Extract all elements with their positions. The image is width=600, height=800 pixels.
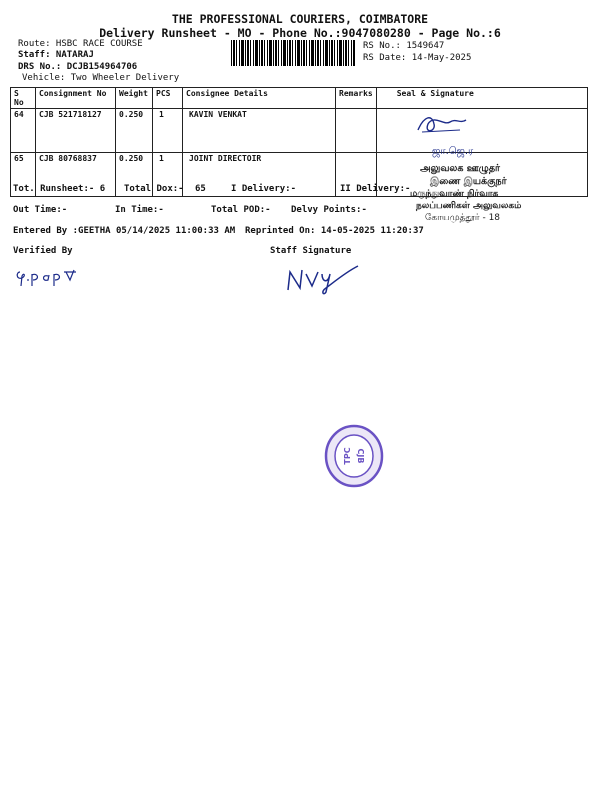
total-dox-value: 65 bbox=[195, 184, 206, 194]
cell-weight: 0.250 bbox=[116, 153, 153, 197]
route-label: Route: HSBC RACE COURSE bbox=[18, 39, 143, 49]
stamp-text-right: CJB bbox=[356, 448, 365, 464]
cell-consignment: CJB 521718127 bbox=[36, 109, 116, 153]
seal-line-3: மருந்துவாண் நிர்வாக bbox=[410, 189, 499, 199]
rs-no-label: RS No.: 1549647 bbox=[363, 41, 445, 51]
verified-by-signature bbox=[14, 262, 84, 288]
tpc-round-stamp bbox=[324, 424, 384, 488]
rs-date-label: RS Date: 14-May-2025 bbox=[363, 53, 472, 63]
tot-runsheet: Tot. Runsheet:- 6 bbox=[13, 184, 106, 194]
in-time-label: In Time:- bbox=[115, 205, 164, 215]
seal-line-2: இணை இயக்குநர் bbox=[430, 176, 507, 187]
header-pcs: PCS bbox=[153, 88, 183, 109]
handwritten-note: ஜா.ஜெ.ர bbox=[432, 146, 474, 157]
cell-pcs: 1 bbox=[153, 153, 183, 197]
reprinted-on: Reprinted On: 14-05-2025 11:20:37 bbox=[245, 226, 424, 236]
seal-line-4: நலப்பணிகள் அலுவலகம் bbox=[416, 201, 522, 211]
entered-by: Entered By :GEETHA 05/14/2025 11:00:33 AM bbox=[13, 226, 236, 236]
header-consignee: Consignee Details bbox=[183, 88, 336, 109]
cell-consignee: KAVIN VENKAT bbox=[183, 109, 336, 153]
staff-signature bbox=[284, 262, 364, 298]
header-signature: Seal & Signature bbox=[376, 88, 587, 109]
cell-remarks bbox=[336, 109, 377, 153]
barcode bbox=[231, 40, 355, 66]
table-row bbox=[11, 109, 588, 153]
drs-label: DRS No.: DCJB154964706 bbox=[18, 62, 138, 72]
header-remarks: Remarks bbox=[336, 88, 377, 109]
cell-weight: 0.250 bbox=[116, 109, 153, 153]
vehicle-label: Vehicle: Two Wheeler Delivery bbox=[22, 73, 180, 83]
header-weight: Weight bbox=[116, 88, 153, 109]
stamp-text-left: TPC bbox=[343, 447, 352, 465]
signature-row-64 bbox=[410, 108, 470, 138]
total-dox-label: Total Dox:- bbox=[124, 184, 184, 194]
runsheet-subtitle: Delivery Runsheet - MO - Phone No.:9047080280 - Page No.:6 bbox=[99, 26, 501, 40]
cell-signature bbox=[376, 109, 587, 153]
total-pod-label: Total POD:- bbox=[211, 205, 271, 215]
seal-line-5: கோயமுத்தூர் - 18 bbox=[425, 213, 501, 223]
delvy-points-label: Delvy Points:- bbox=[291, 205, 367, 215]
i-delivery-label: I Delivery:- bbox=[231, 184, 297, 194]
cell-consignment: CJB 80768837 bbox=[36, 153, 116, 197]
cell-sno: 65 bbox=[11, 153, 36, 197]
staff-label: Staff: NATARAJ bbox=[18, 50, 94, 60]
table-header-row bbox=[11, 88, 588, 109]
company-title: THE PROFESSIONAL COURIERS, COIMBATORE bbox=[171, 12, 429, 26]
ii-delivery-label: II Delivery:- bbox=[340, 184, 411, 194]
staff-signature-label: Staff Signature bbox=[270, 246, 352, 256]
out-time-label: Out Time:- bbox=[13, 205, 68, 215]
cell-pcs: 1 bbox=[153, 109, 183, 153]
header-consignment: Consignment No bbox=[36, 88, 116, 109]
header-sno: S No bbox=[11, 88, 36, 109]
seal-line-1: அலுவலக ஊழுதர் bbox=[420, 163, 500, 174]
cell-sno: 64 bbox=[11, 109, 36, 153]
verified-by-label: Verified By bbox=[13, 246, 73, 256]
cell-consignee: JOINT DIRECTOIR bbox=[183, 153, 336, 197]
